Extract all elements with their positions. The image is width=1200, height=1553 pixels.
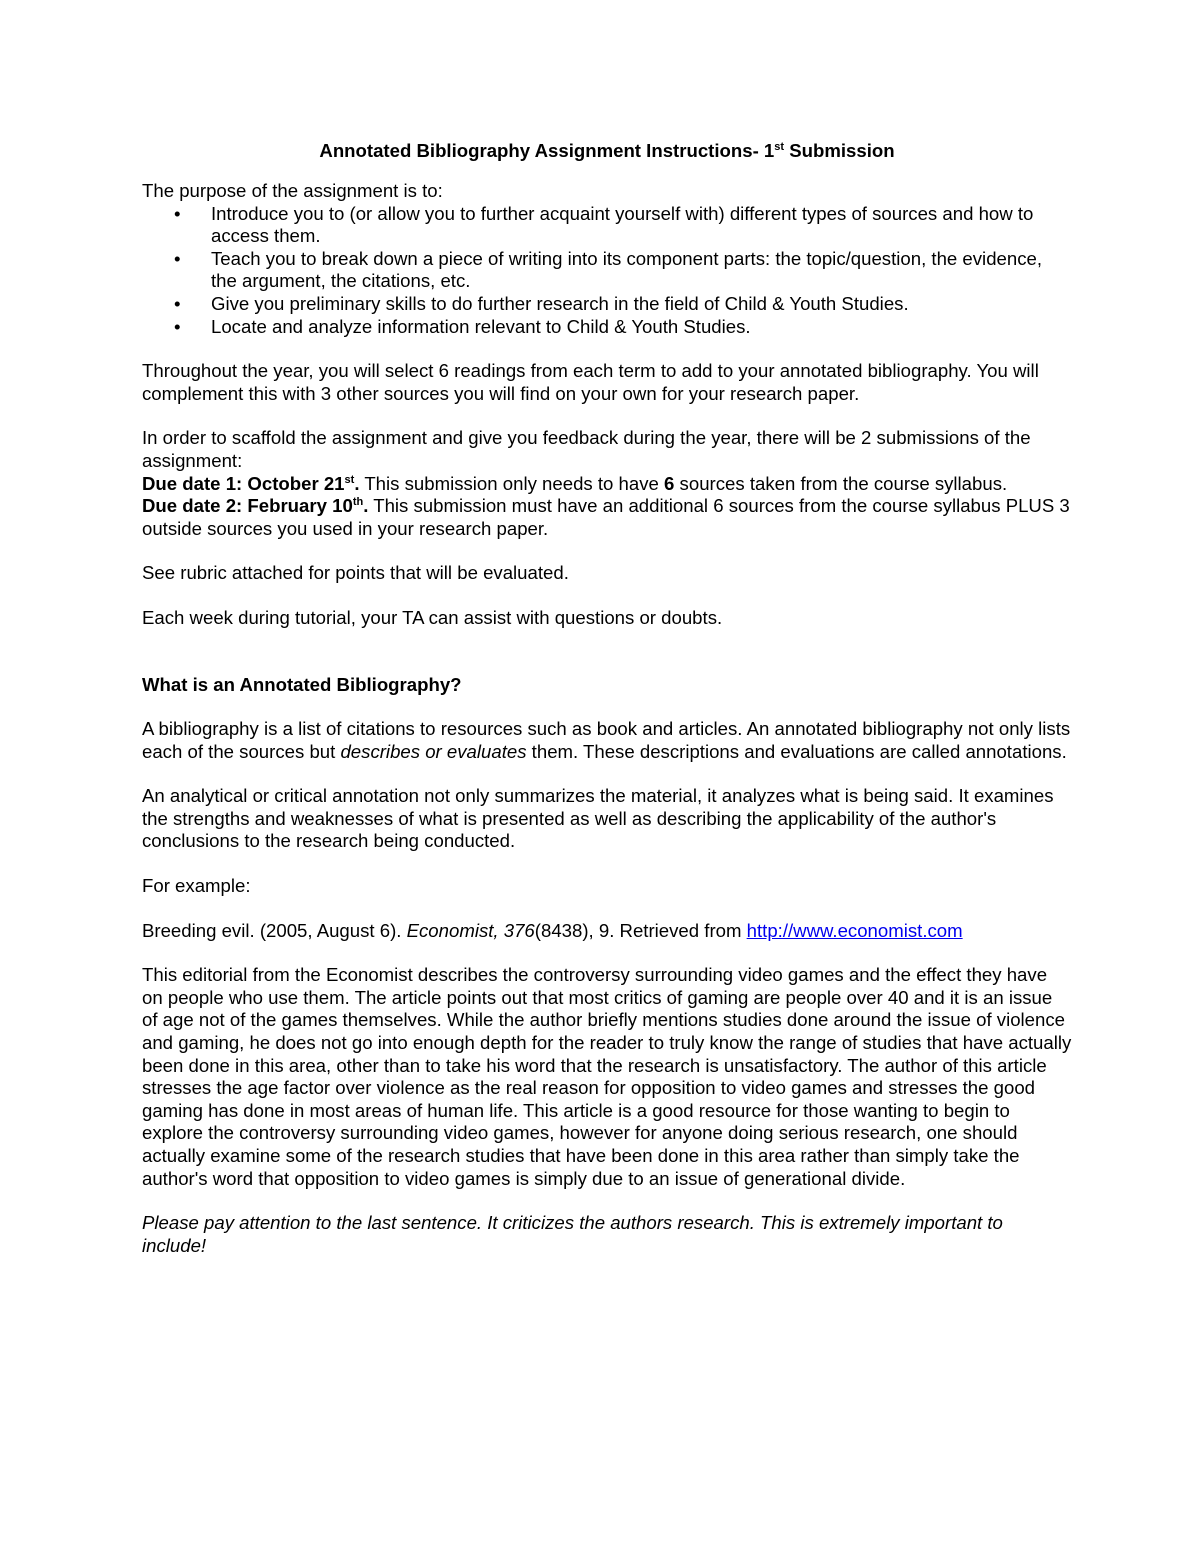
analytical-paragraph: An analytical or critical annotation not only summarizes the material, it analyzes what is being said. It examines the strengths and weaknesses of what is presented as well as describing the applicability of the author's conclusions to the research being conducted. xyxy=(142,785,1054,852)
list-item xyxy=(142,203,1072,248)
throughout-paragraph: Throughout the year, you will select 6 readings from each term to add to your annotated bibliography. You will complement this with 3 other sources you will find on your own for your research paper. xyxy=(142,360,1039,404)
bullet-icon: • xyxy=(174,247,181,269)
due-date-1-count: 6 xyxy=(664,472,675,494)
due-date-2: Due date 2: February 10th. This submission must have an additional 6 sources from the course syllabus PLUS 3 outside sources you used in your research paper. xyxy=(142,495,1070,539)
list-item xyxy=(142,248,1072,293)
bullet-icon: • xyxy=(174,315,181,337)
list-item-text: Introduce you to (or allow you to further acquaint yourself with) different types of sources and how to access them. xyxy=(211,202,1034,247)
citation-journal: Economist, 376 xyxy=(406,919,535,941)
purpose-list xyxy=(142,203,1072,339)
due-date-2-label: Due date 2: February 10th. xyxy=(142,495,369,517)
bullet-icon: • xyxy=(174,202,181,224)
list-item xyxy=(142,293,1072,316)
rubric-paragraph: See rubric attached for points that will be evaluated. xyxy=(142,562,569,584)
example-annotation: This editorial from the Economist describes the controversy surrounding video games and the effect they have on people who use them. The article points out that most critics of gaming are people over 40 and it is an issue of age not of the games themselves. While the author briefly mentions studies done around the issue of violence and gaming, he does not go into enough depth for the reader to truly know the range of studies that have actually been done in this area, other than to take his word that the research is unsatisfactory. The author of this article stresses the age factor over violence as the real reason for opposition to video games and stresses the good gaming has done in most areas of human life. This article is a good resource for those wanting to begin to explore the controversy surrounding video games, however for anyone doing serious research, one should actually examine some of the research studies that have been done in this area rather than simply take the author's word that opposition to video games is simply due to an issue of generational divide. xyxy=(142,964,1072,1189)
bullet-icon: • xyxy=(174,292,181,314)
definition-paragraph: A bibliography is a list of citations to resources such as book and articles. An annotated bibliography not only lists each of the sources but describes or evaluates them. These descriptions and evaluations are called annotations. xyxy=(142,718,1071,762)
definition-emphasis: describes or evaluates xyxy=(340,740,527,762)
title-text: Annotated Bibliography Assignment Instructions- 1 xyxy=(319,140,775,161)
scaffold-paragraph: In order to scaffold the assignment and give you feedback during the year, there will be 2 submissions of the assignment: xyxy=(142,427,1031,471)
list-item-text: Locate and analyze information relevant to Child & Youth Studies. xyxy=(211,315,751,337)
section-heading: What is an Annotated Bibliography? xyxy=(142,673,462,695)
list-item-text: Teach you to break down a piece of writing into its component parts: the topic/question, the evidence, the argument, the citations, etc. xyxy=(211,247,1043,292)
list-item-text: Give you preliminary skills to do further research in the field of Child & Youth Studies. xyxy=(211,292,909,314)
closing-note: Please pay attention to the last sentence. It criticizes the authors research. This is extremely important to include! xyxy=(142,1212,1003,1256)
citation-link[interactable]: http://www.economist.com xyxy=(746,919,963,941)
title-superscript: st xyxy=(774,141,785,153)
page-title xyxy=(142,140,1072,164)
title-tail: Submission xyxy=(784,140,895,161)
for-example: For example: xyxy=(142,875,251,897)
due-date-1-label: Due date 1: October 21st. xyxy=(142,472,360,494)
purpose-intro: The purpose of the assignment is to: xyxy=(142,180,443,201)
list-item xyxy=(142,316,1072,339)
due-date-1: Due date 1: October 21st. This submission only needs to have 6 sources taken from the course syllabus. xyxy=(142,472,1008,494)
tutorial-paragraph: Each week during tutorial, your TA can assist with questions or doubts. xyxy=(142,606,723,628)
document-page xyxy=(142,140,1072,1257)
citation: Breeding evil. (2005, August 6). Economist, 376(8438), 9. Retrieved from http://www.economist.com xyxy=(142,919,963,941)
